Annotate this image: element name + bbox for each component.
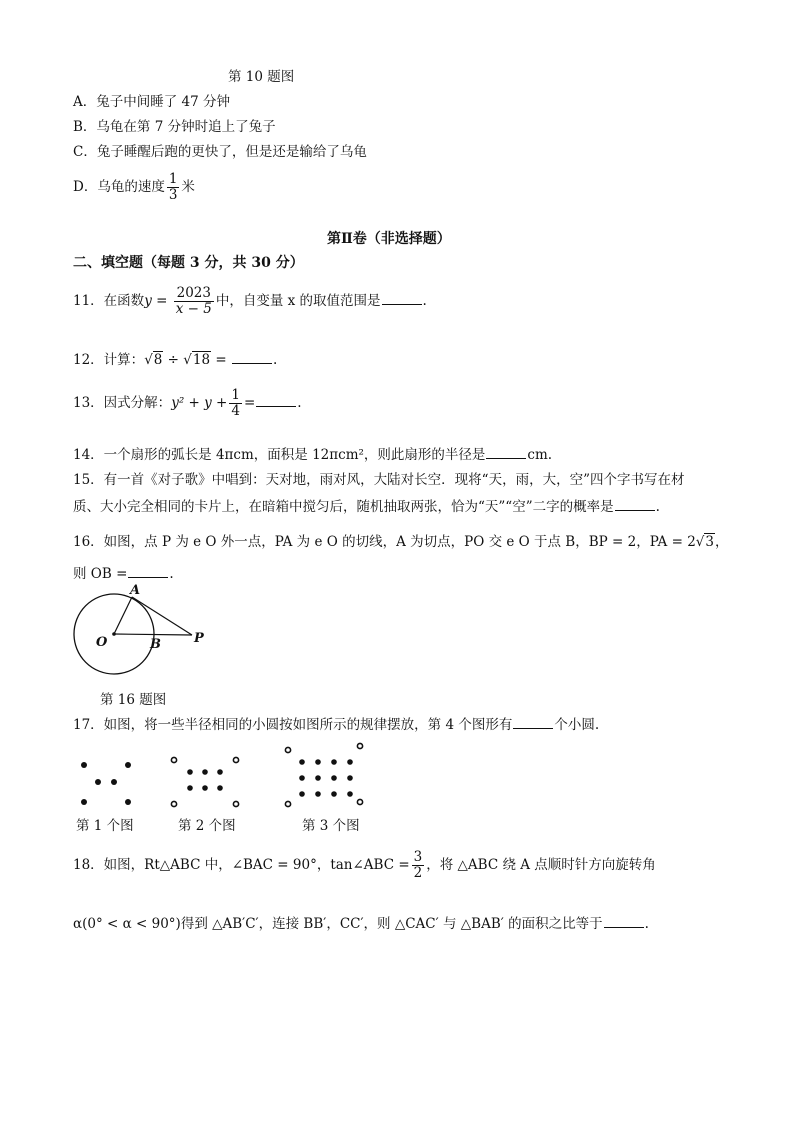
question-16-line2: 则 OB = . <box>73 566 174 582</box>
answer-blank <box>486 446 526 459</box>
question-14: 14．一个扇形的弧长是 4πcm，面积是 12πcm²，则此扇形的半径是 cm. <box>73 447 553 463</box>
answer-blank <box>604 915 644 928</box>
label-a: A <box>130 583 141 598</box>
question-12: 12．计算：√8 ÷ √18 = . <box>73 352 278 368</box>
q10-option-a: A．兔子中间睡了 47 分钟 <box>73 94 231 110</box>
q10-caption: 第 10 题图 <box>228 69 295 85</box>
question-18-line1: 18．如图，Rt△ABC 中，∠BAC = 90°，tan∠ABC = $\frac{3}{2}$ ，将 △ABC 绕 A 点顺时针方向旋转角 <box>73 849 656 881</box>
question-18-line2: α(0° < α < 90°)得到 △AB′C′，连接 BB′，CC′，则 △CAC′ 与 △BAB′ 的面积之比等于 . <box>73 916 649 932</box>
q10-option-b: B．乌龟在第 7 分钟时追上了兔子 <box>73 119 276 135</box>
figure-3-dots <box>285 743 362 806</box>
fraction: $\frac{1}{4}$ <box>231 387 240 419</box>
q17-caption-1: 第 1 个图 <box>76 818 134 834</box>
answer-blank <box>382 292 422 305</box>
q10-option-d: D．乌龟的速度 $\frac{1}{3}$ 米 <box>73 171 195 203</box>
dot-pattern-figures <box>70 740 380 812</box>
center-point <box>112 632 116 636</box>
answer-blank <box>256 394 296 407</box>
q10-option-d-label: D．乌龟的速度 <box>73 179 165 196</box>
question-13: 13．因式分解：y² + y + $\frac{1}{4}$ = . <box>73 387 302 419</box>
q17-figures <box>70 740 380 812</box>
section-title: 第Ⅱ卷（非选择题） <box>327 231 451 247</box>
figure-1-dots <box>81 762 131 805</box>
answer-blank <box>513 716 553 729</box>
label-p: P <box>194 631 204 646</box>
fraction: $\frac{1}{3}$ <box>168 171 178 203</box>
question-11: 11．在函数y = $\frac{2023}{x - 5}$ 中，自变量 x 的取值范围是 . <box>73 285 427 317</box>
segment-po <box>114 634 192 635</box>
answer-blank <box>615 498 655 511</box>
q17-caption-3: 第 3 个图 <box>302 818 360 834</box>
q16-figure <box>70 585 220 680</box>
answer-blank <box>128 565 168 578</box>
fraction: $\frac{2023}{x - 5}$ <box>175 285 212 317</box>
question-17: 17．如图，将一些半径相同的小圆按如图所示的规律摆放，第 4 个图形有 个小圆. <box>73 717 600 733</box>
figure-2-dots <box>171 757 238 806</box>
q10-option-c: C．兔子睡醒后跑的更快了，但是还是输给了乌龟 <box>73 144 367 160</box>
question-15-line1: 15．有一首《对子歌》中唱到：天对地，雨对风，大陆对长空．现将“天，雨，大，空”四个字书写在材 <box>73 472 685 488</box>
answer-blank <box>232 351 272 364</box>
label-o: O <box>96 635 108 650</box>
segment-oa <box>114 597 132 634</box>
section-part-title: 二、填空题（每题 3 分，共 30 分） <box>73 255 304 271</box>
label-b: B <box>150 637 161 652</box>
fraction: $\frac{3}{2}$ <box>413 849 423 881</box>
question-16-line1: 16．如图，点 P 为 e O 外一点，PA 为 e O 的切线，A 为切点，PO 交 e O 于点 B，BP = 2，PA = 2√3， <box>73 534 729 550</box>
q16-caption: 第 16 题图 <box>100 692 167 708</box>
question-15-line2: 质、大小完全相同的卡片上，在暗箱中搅匀后，随机抽取两张，恰为“天”“空”二字的概率是 . <box>73 499 660 515</box>
q17-caption-2: 第 2 个图 <box>178 818 236 834</box>
segment-pa <box>132 597 192 635</box>
